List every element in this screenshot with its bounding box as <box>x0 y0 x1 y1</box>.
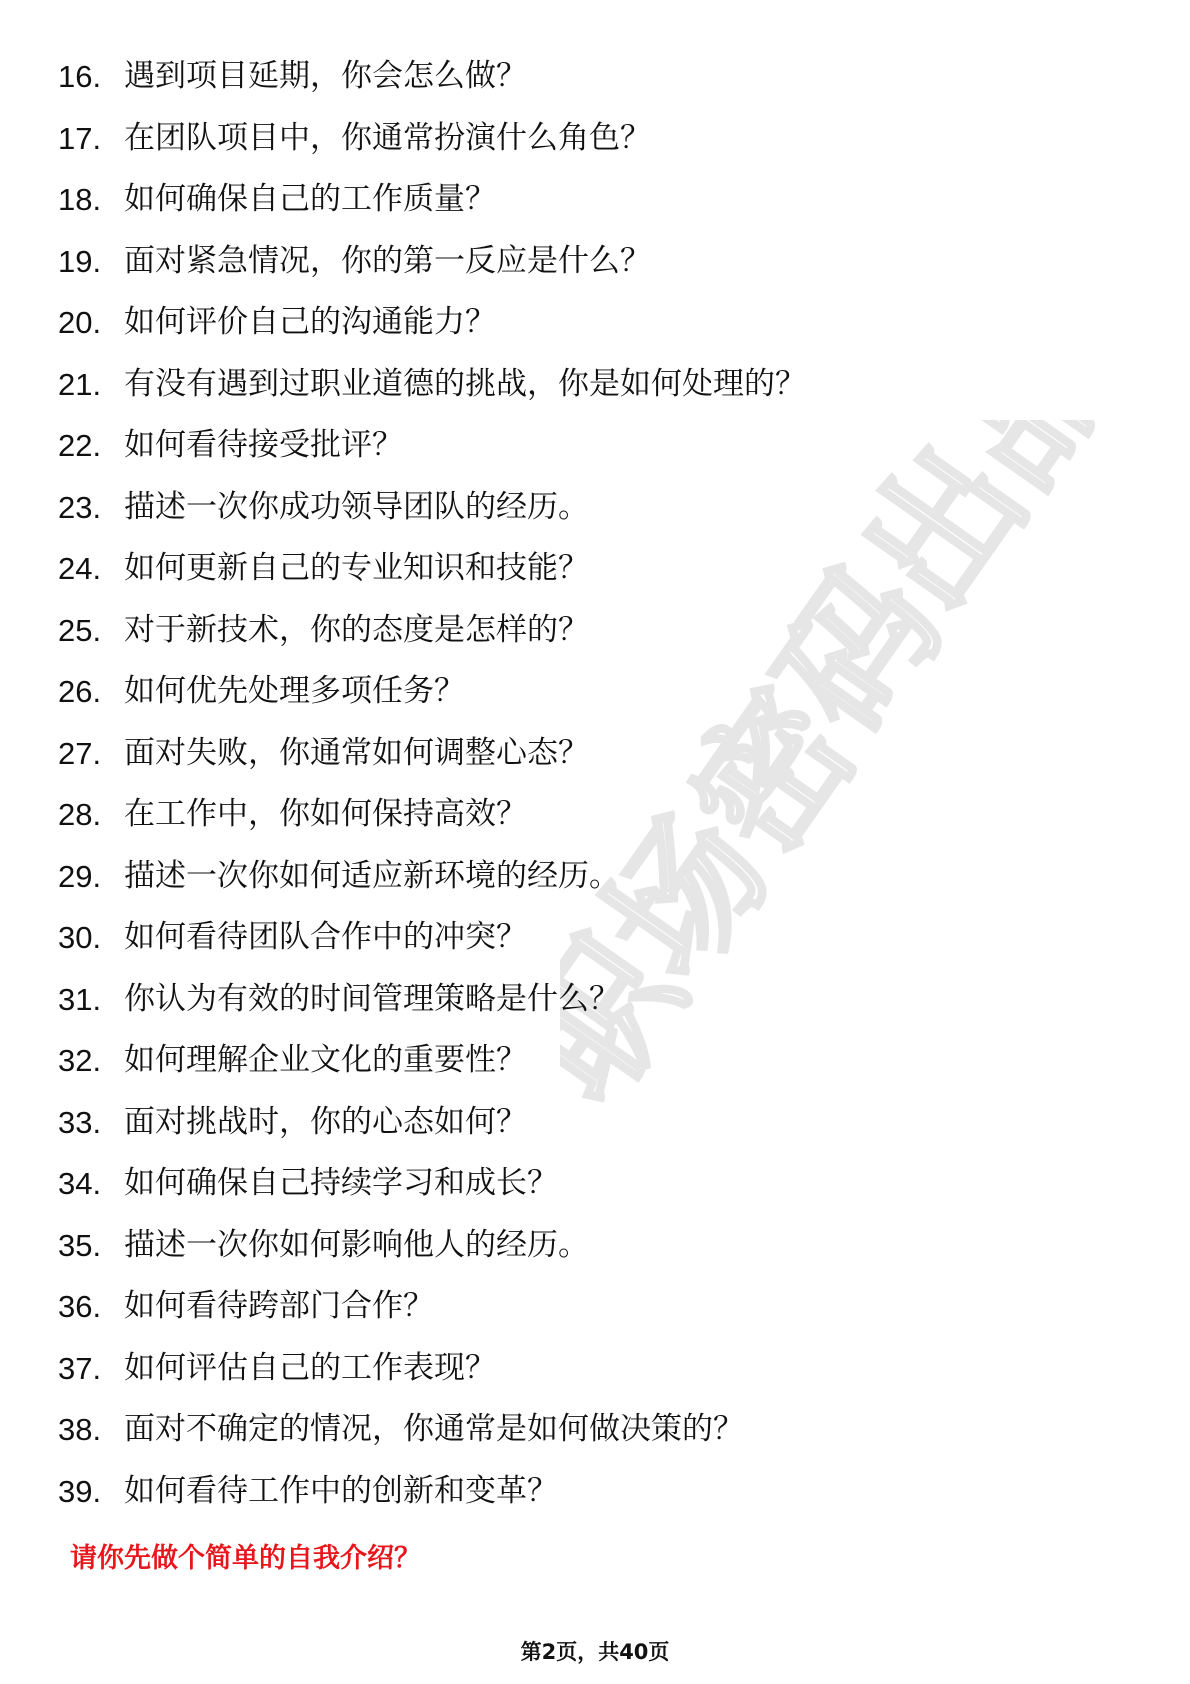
question-number: 32. <box>58 1043 102 1079</box>
question-number: 24. <box>58 551 102 587</box>
question-number: 27. <box>58 735 102 771</box>
question-item <box>58 354 1138 416</box>
question-number: 36. <box>58 1289 102 1325</box>
question-number: 22. <box>58 428 102 464</box>
question-text: 在团队项目中，你通常扮演什么角色？ <box>124 119 651 156</box>
question-number: 25. <box>58 612 102 648</box>
question-item <box>58 907 1138 969</box>
question-item <box>58 1276 1138 1338</box>
question-item <box>58 1461 1138 1523</box>
question-item <box>58 477 1138 539</box>
question-number: 34. <box>58 1166 102 1202</box>
question-item <box>58 292 1138 354</box>
question-list <box>58 46 1138 1522</box>
question-number: 26. <box>58 674 102 710</box>
question-number: 38. <box>58 1412 102 1448</box>
question-item <box>58 108 1138 170</box>
question-number: 29. <box>58 858 102 894</box>
question-text: 对于新技术，你的态度是怎样的？ <box>124 611 589 648</box>
question-text: 如何评估自己的工作表现？ <box>124 1349 496 1386</box>
question-item <box>58 46 1138 108</box>
question-item <box>58 1215 1138 1277</box>
question-number: 20. <box>58 305 102 341</box>
question-item <box>58 661 1138 723</box>
question-text: 如何看待接受批评？ <box>124 427 403 464</box>
question-item <box>58 1030 1138 1092</box>
question-item <box>58 231 1138 293</box>
question-text: 面对失败，你通常如何调整心态？ <box>124 734 589 771</box>
question-item <box>58 538 1138 600</box>
question-item <box>58 1153 1138 1215</box>
page-footer: 第2页，共40页 <box>520 1640 670 1664</box>
question-text: 如何看待跨部门合作？ <box>124 1288 434 1325</box>
question-text: 如何更新自己的专业知识和技能？ <box>124 550 589 587</box>
question-text: 如何看待工作中的创新和变革？ <box>124 1472 558 1509</box>
question-text: 如何理解企业文化的重要性？ <box>124 1042 527 1079</box>
question-number: 33. <box>58 1104 102 1140</box>
question-number: 30. <box>58 920 102 956</box>
question-item <box>58 1338 1138 1400</box>
question-item <box>58 723 1138 785</box>
question-item <box>58 169 1138 231</box>
question-number: 17. <box>58 120 102 156</box>
question-text: 如何确保自己持续学习和成长？ <box>124 1165 558 1202</box>
question-number: 23. <box>58 489 102 525</box>
question-item <box>58 846 1138 908</box>
question-number: 19. <box>58 243 102 279</box>
question-number: 35. <box>58 1227 102 1263</box>
question-number: 16. <box>58 59 102 95</box>
question-text: 在工作中，你如何保持高效？ <box>124 796 527 833</box>
question-text: 面对不确定的情况，你通常是如何做决策的？ <box>124 1411 744 1448</box>
question-number: 39. <box>58 1473 102 1509</box>
question-text: 如何看待团队合作中的冲突？ <box>124 919 527 956</box>
question-text: 描述一次你如何适应新环境的经历。 <box>124 857 620 894</box>
question-text: 面对挑战时，你的心态如何？ <box>124 1103 527 1140</box>
question-text: 如何优先处理多项任务？ <box>124 673 465 710</box>
question-text: 面对紧急情况，你的第一反应是什么？ <box>124 242 651 279</box>
question-number: 18. <box>58 182 102 218</box>
watermark-text: 职场密码出品 <box>560 420 1120 1120</box>
question-number: 21. <box>58 366 102 402</box>
question-item <box>58 784 1138 846</box>
question-text: 遇到项目延期，你会怎么做？ <box>124 58 527 95</box>
question-text: 有没有遇到过职业道德的挑战，你是如何处理的？ <box>124 365 806 402</box>
question-item <box>58 600 1138 662</box>
question-text: 描述一次你成功领导团队的经历。 <box>124 488 589 525</box>
question-item <box>58 1399 1138 1461</box>
question-number: 37. <box>58 1350 102 1386</box>
intro-heading: 请你先做个简单的自我介绍？ <box>70 1543 421 1574</box>
question-text: 描述一次你如何影响他人的经历。 <box>124 1226 589 1263</box>
question-item <box>58 1092 1138 1154</box>
question-text: 如何评价自己的沟通能力？ <box>124 304 496 341</box>
question-number: 31. <box>58 981 102 1017</box>
question-text: 如何确保自己的工作质量？ <box>124 181 496 218</box>
question-number: 28. <box>58 797 102 833</box>
question-text: 你认为有效的时间管理策略是什么？ <box>124 980 620 1017</box>
question-item <box>58 969 1138 1031</box>
question-item <box>58 415 1138 477</box>
